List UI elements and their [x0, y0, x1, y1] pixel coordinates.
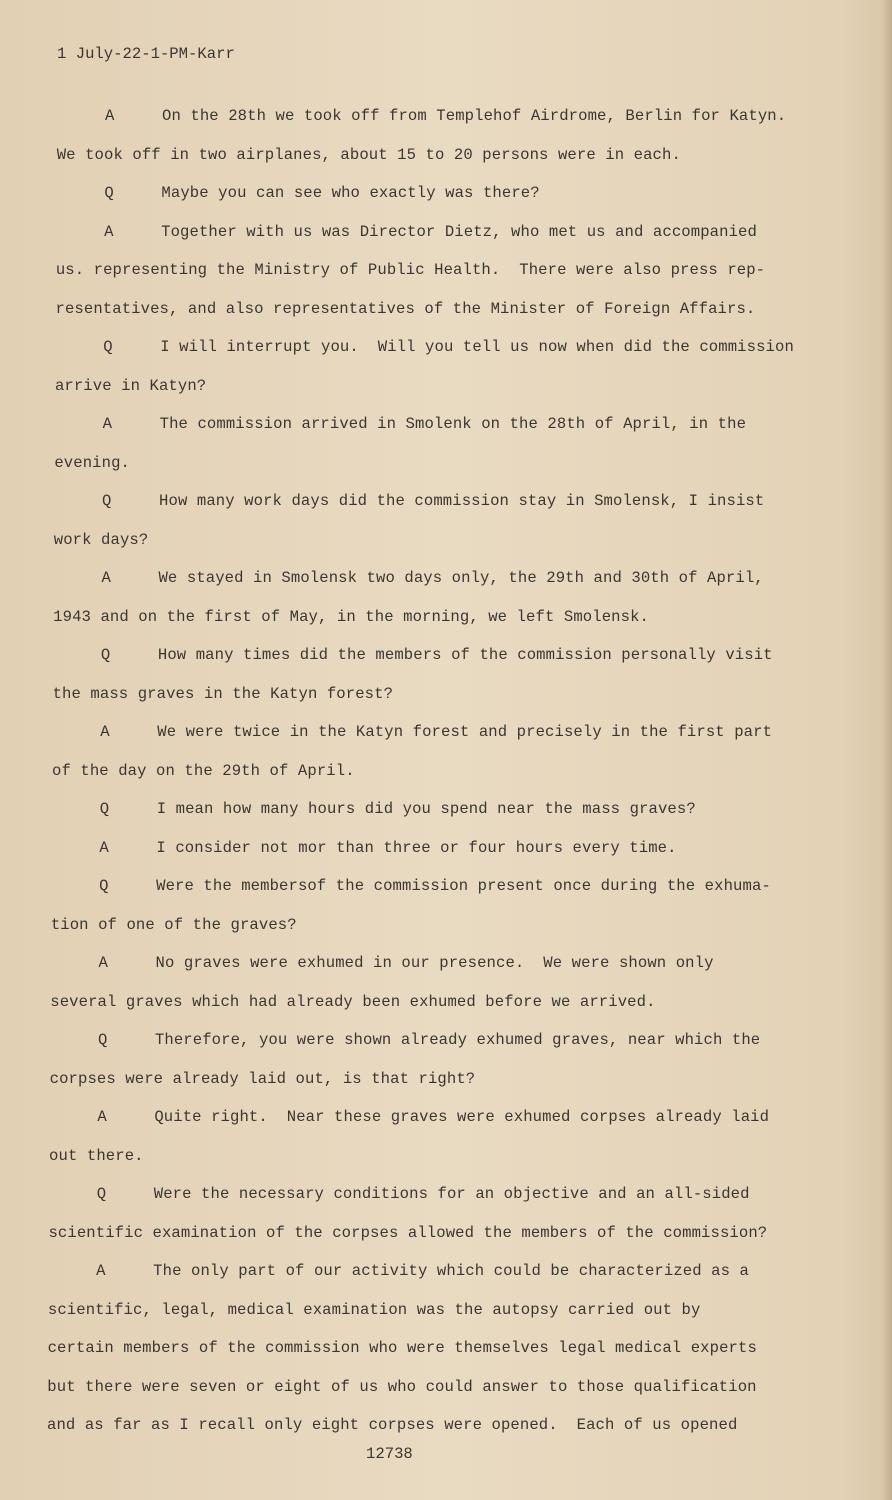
transcript-line: tion of one of the graves?: [50, 915, 297, 934]
transcript-line: I will interrupt you. Will you tell us now when did the commission: [160, 338, 794, 356]
transcript-line: evening.: [54, 453, 131, 472]
transcript-line: We stayed in Smolensk two days only, the 29th and 30th of April,: [158, 569, 764, 587]
speaker-label: Q: [104, 184, 114, 202]
transcript-line: I mean how many hours did you spend near the mass graves?: [156, 800, 696, 818]
transcript-line: The only part of our activity which could be characterized as a: [153, 1262, 750, 1280]
speaker-label: A: [105, 107, 115, 125]
speaker-label: A: [97, 1108, 107, 1126]
speaker-label: A: [102, 415, 112, 433]
transcript-line: Were the necessary conditions for an objective and an all-sided: [153, 1185, 750, 1203]
paper-edge: [882, 0, 892, 1500]
transcript-line: corpses were already laid out, is that right?: [49, 1069, 476, 1088]
transcript-line: We were twice in the Katyn forest and precisely in the first part: [157, 723, 773, 741]
transcript-line: the mass graves in the Katyn forest?: [52, 684, 394, 703]
speaker-label: Q: [97, 1031, 108, 1049]
transcript-line: Were the membersof the commission present once during the exhuma-: [156, 877, 771, 895]
transcript-line: We took off in two airplanes, about 15 to 20 persons were in each.: [56, 145, 681, 164]
transcript-line: Quite right. Near these graves were exhumed corpses already laid: [154, 1108, 770, 1126]
transcript-line: 1943 and on the first of May, in the morning, we left Smolensk.: [53, 607, 650, 626]
speaker-label: A: [96, 1262, 106, 1280]
transcript-line: I consider not mor than three or four hours every time.: [156, 838, 677, 857]
speaker-label: A: [104, 222, 114, 241]
transcript-line: arrive in Katyn?: [54, 376, 207, 395]
transcript-line: resentatives, and also representatives of the Minister of Foreign Affairs.: [55, 299, 756, 318]
transcript-line: of the day on the 29th of April.: [52, 761, 355, 780]
speaker-label: Q: [99, 800, 110, 818]
document-header: 1 July-22-1-PM-Karr: [57, 45, 235, 63]
transcript-line: Therefore, you were shown already exhumed graves, near which the: [154, 1031, 761, 1049]
transcript-line: How many work days did the commission stay in Smolensk, I insist: [159, 492, 765, 510]
speaker-label: Q: [103, 338, 113, 356]
transcript-line: certain members of the commission who were themselves legal medical experts: [47, 1339, 757, 1357]
transcript-line: scientific examination of the corpses allowed the members of the commission?: [48, 1223, 768, 1242]
speaker-label: Q: [96, 1185, 107, 1203]
transcript-line: several graves which had already been exhumed before we arrived.: [50, 992, 656, 1011]
transcript-line: us. representing the Ministry of Public Health. There were also press rep-: [55, 261, 766, 279]
transcript-line: work days?: [53, 530, 149, 549]
transcript-line: but there were seven or eight of us who could answer to those qualification: [47, 1377, 757, 1396]
speaker-label: Q: [100, 646, 111, 664]
transcript-line: scientific, legal, medical examination was the autopsy carried out by: [47, 1300, 701, 1319]
transcript-line: How many times did the members of the commission personally visit: [157, 646, 773, 664]
speaker-label: A: [100, 723, 110, 741]
transcript-line: Together with us was Director Dietz, who met us and accompanied: [161, 222, 757, 241]
transcript-line: Maybe you can see who exactly was there?: [161, 184, 540, 202]
speaker-label: Q: [99, 877, 109, 895]
transcript-line: On the 28th we took off from Templehof Airdrome, Berlin for Katyn.: [162, 107, 787, 125]
speaker-label: A: [99, 838, 109, 857]
transcript-line: The commission arrived in Smolenk on the 28th of April, in the: [159, 415, 747, 433]
transcript-line: and as far as I recall only eight corpses were opened. Each of us opened: [47, 1416, 738, 1434]
speaker-label: A: [98, 954, 108, 972]
speaker-label: A: [101, 569, 111, 587]
transcript-line: out there.: [49, 1146, 144, 1165]
page-number: 12738: [366, 1445, 413, 1463]
transcript-line: No graves were exhumed in our presence. We were shown only: [155, 954, 714, 972]
speaker-label: Q: [102, 492, 112, 510]
